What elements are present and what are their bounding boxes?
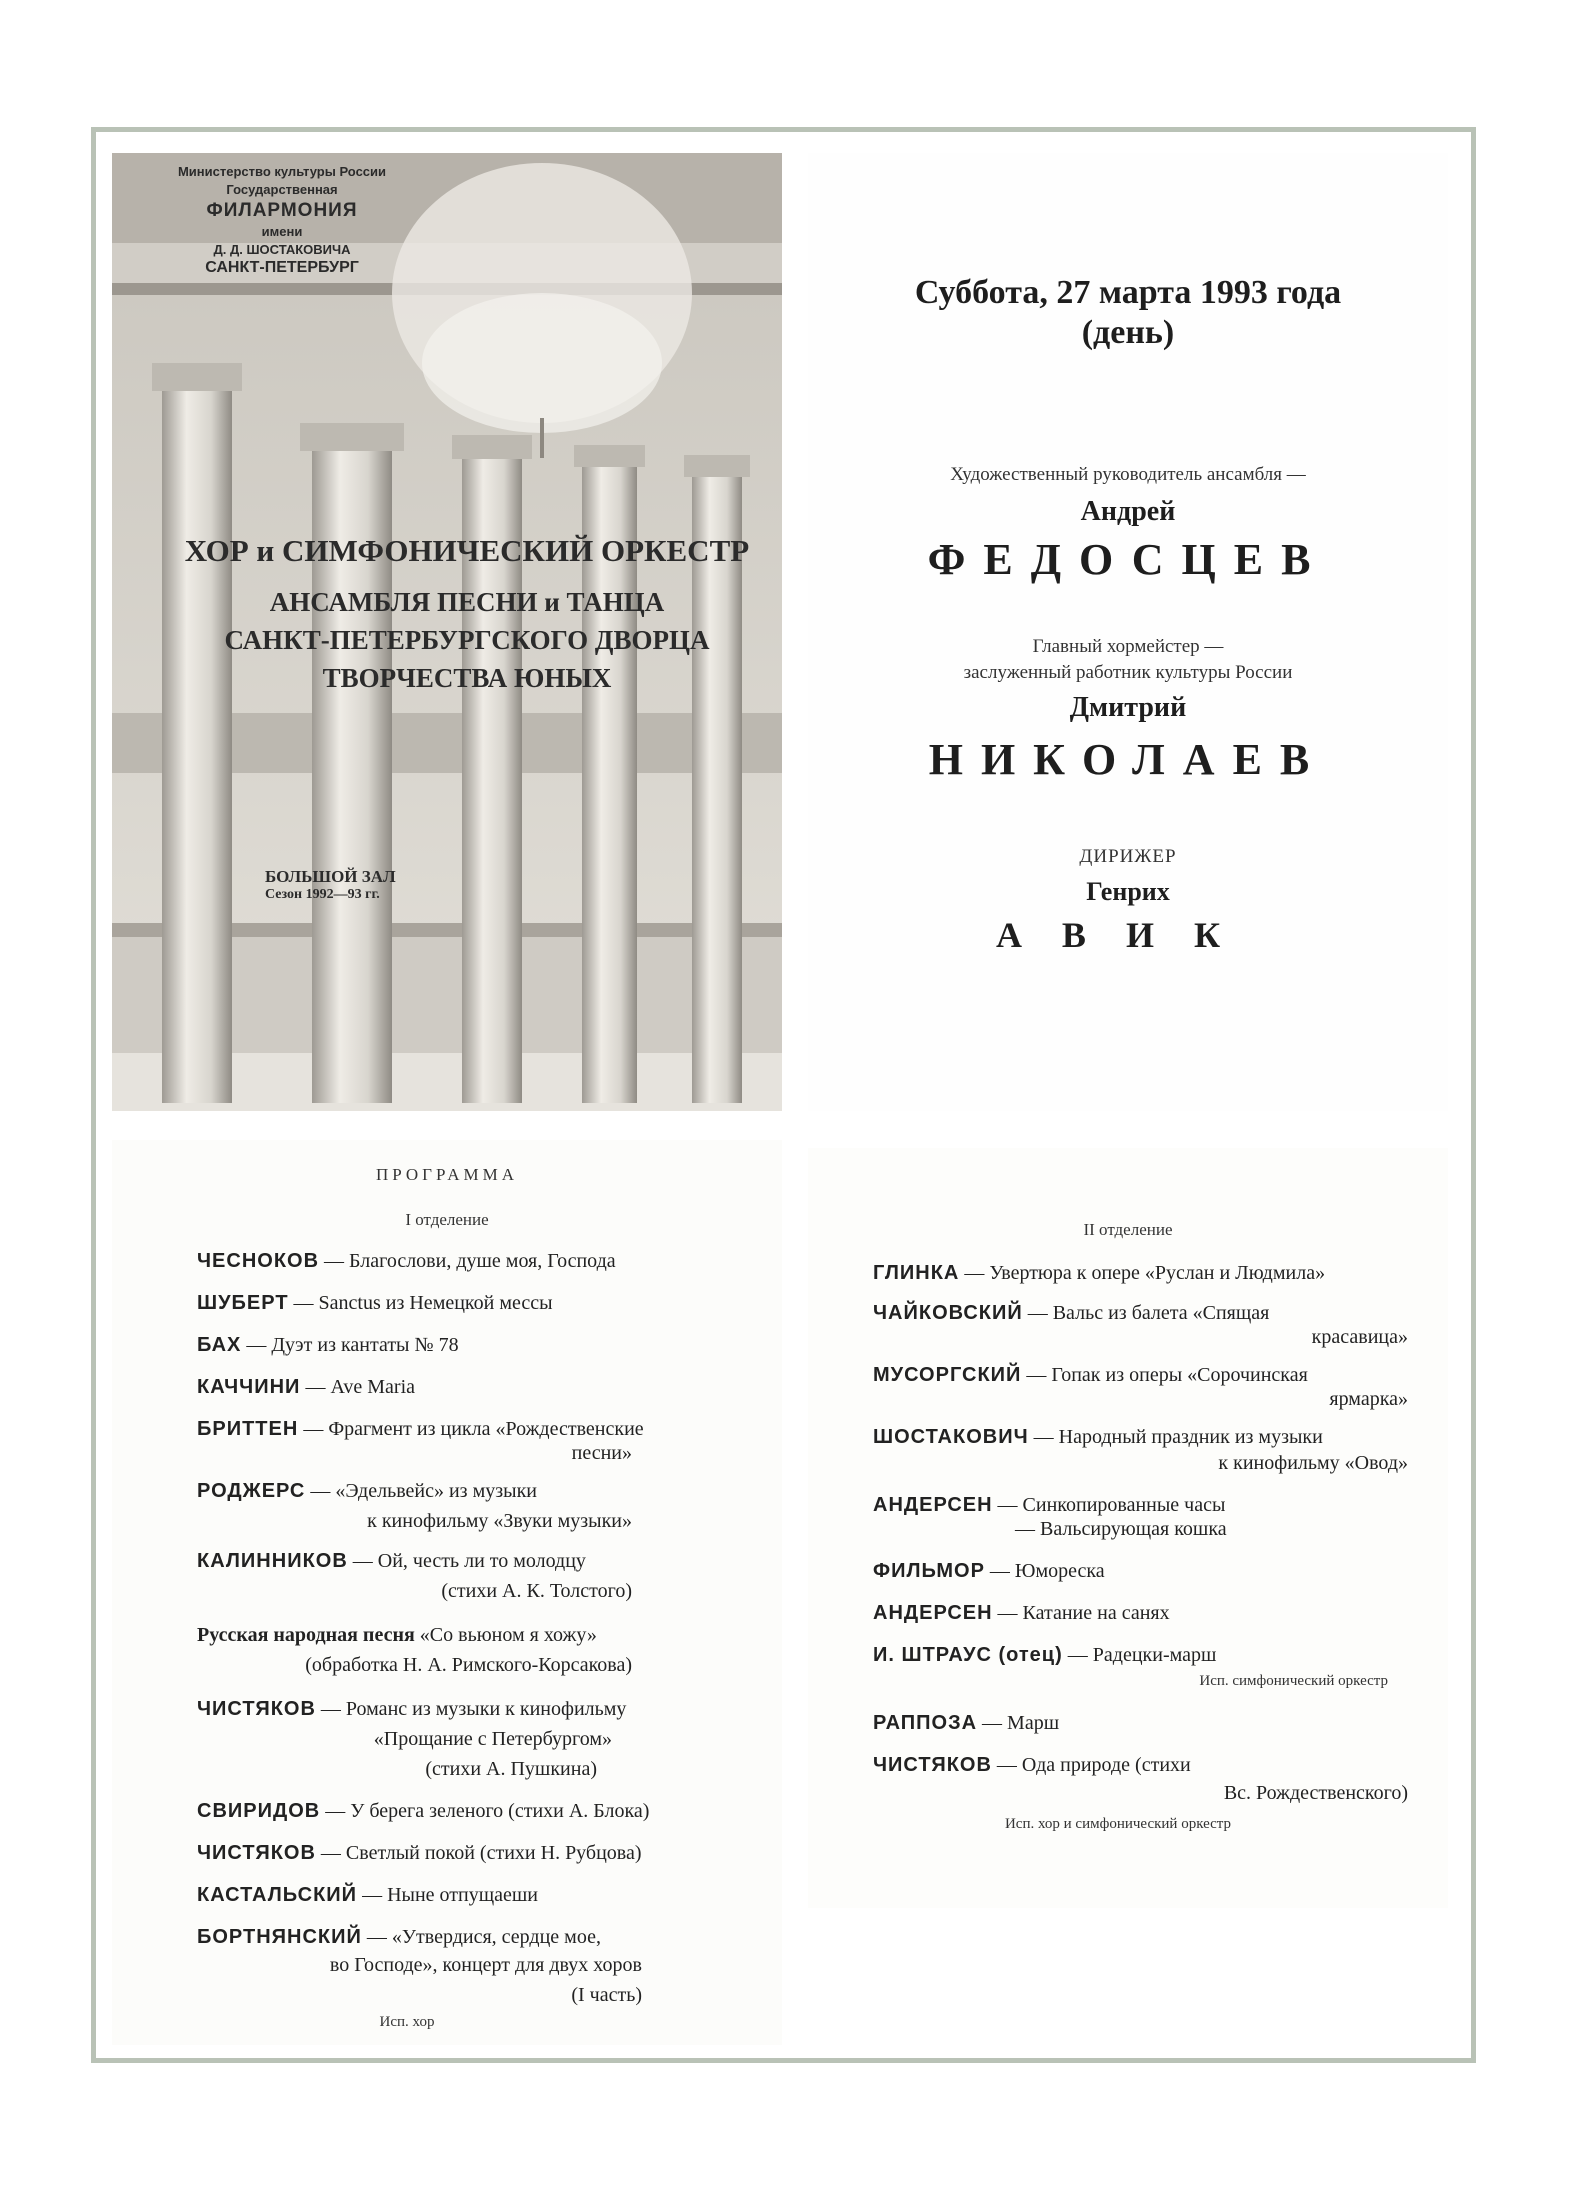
- program-item-continuation: (обработка Н. А. Римского-Корсакова): [305, 1654, 632, 1676]
- program-item-continuation: Исп. симфонический оркестр: [1199, 1673, 1388, 1689]
- cover-city: САНКТ-ПЕТЕРБУРГ: [205, 259, 359, 276]
- cover-title-line1: ХОР и СИМФОНИЧЕСКИЙ ОРКЕСТР: [184, 533, 750, 568]
- cover-ministry: Министерство культуры России: [177, 164, 387, 179]
- program-item: И. ШТРАУС (отец) — Радецки-марш: [873, 1644, 1217, 1666]
- part1-performers: Исп. хор: [379, 2014, 435, 2030]
- program-item: СВИРИДОВ — У берега зеленого (стихи А. Блока): [197, 1800, 650, 1822]
- program-item-continuation: красавица»: [1311, 1326, 1408, 1348]
- program-cover-photo: [112, 153, 782, 1111]
- program-item: ФИЛЬМОР — Юмореска: [873, 1560, 1105, 1582]
- program-item-continuation: (стихи А. Пушкина): [425, 1758, 597, 1780]
- program-part2-page: [808, 1148, 1448, 1908]
- program-item: РОДЖЕРС — «Эдельвейс» из музыки: [197, 1480, 537, 1502]
- program-item-continuation: к кинофильму «Звуки музыки»: [367, 1510, 632, 1532]
- choirmaster-title: заслуженный работник культуры России: [963, 662, 1293, 683]
- cover-title-line2: АНСАМБЛЯ ПЕСНИ и ТАНЦА: [269, 587, 665, 617]
- concert-time-note: (день): [1081, 314, 1175, 351]
- part2-performers: Исп. хор и симфонический оркестр: [1004, 1816, 1232, 1832]
- choirmaster-first-name: Дмитрий: [1069, 692, 1187, 723]
- cover-shostakovich: Д. Д. ШОСТАКОВИЧА: [213, 242, 351, 257]
- program-item: ЧИСТЯКОВ — Ода природе (стихи: [873, 1754, 1191, 1776]
- program-item-continuation: «Прощание с Петербургом»: [373, 1728, 612, 1750]
- program-item: БАХ — Дуэт из кантаты № 78: [197, 1334, 459, 1356]
- program-item: ШОСТАКОВИЧ — Народный праздник из музыки: [873, 1426, 1323, 1448]
- program-item: ШУБЕРТ — Sanctus из Немецкой мессы: [197, 1292, 553, 1314]
- conductor-role: ДИРИЖЕР: [1079, 846, 1177, 867]
- choirmaster-last-name: НИКОЛАЕВ: [928, 735, 1328, 784]
- program-item-continuation: Вс. Рождественского): [1223, 1782, 1408, 1804]
- cover-state: Государственная: [226, 182, 338, 197]
- cover-philharmonic: ФИЛАРМОНИЯ: [206, 200, 358, 221]
- program-item-continuation: к кинофильму «Овод»: [1218, 1452, 1408, 1474]
- cover-title-line3: САНКТ-ПЕТЕРБУРГСКОГО ДВОРЦА: [224, 625, 710, 655]
- program-heading: ПРОГРАММА: [375, 1165, 519, 1184]
- program-item: ЧЕСНОКОВ — Благослови, душе моя, Господа: [197, 1250, 616, 1272]
- program-item: КАСТАЛЬСКИЙ — Ныне отпущаеши: [197, 1884, 538, 1906]
- program-item: РАППОЗА — Марш: [873, 1712, 1060, 1734]
- program-item-continuation: ярмарка»: [1329, 1388, 1408, 1410]
- part2-heading: II отделение: [1083, 1220, 1173, 1239]
- director-role: Художественный руководитель ансамбля —: [950, 464, 1306, 485]
- program-item: АНДЕРСЕН — Синкопированные часы: [873, 1494, 1226, 1516]
- program-item: ГЛИНКА — Увертюра к опере «Руслан и Людмила»: [873, 1262, 1326, 1284]
- program-item-continuation: во Господе», концерт для двух хоров: [329, 1954, 642, 1976]
- director-last-name: ФЕДОСЦЕВ: [927, 535, 1329, 584]
- program-item-continuation: (стихи А. К. Толстого): [441, 1580, 632, 1602]
- cover-hall: БОЛЬШОЙ ЗАЛ: [265, 867, 396, 886]
- concert-date: Суббота, 27 марта 1993 года: [914, 274, 1342, 311]
- program-item: ЧИСТЯКОВ — Романс из музыки к кинофильму: [197, 1698, 627, 1720]
- program-item: КАЛИННИКОВ — Ой, честь ли то молодцу: [197, 1550, 586, 1572]
- cover-title-line4: ТВОРЧЕСТВА ЮНЫХ: [322, 663, 612, 693]
- part1-heading: I отделение: [405, 1210, 489, 1229]
- program-item: ЧИСТЯКОВ — Светлый покой (стихи Н. Рубцова): [197, 1842, 642, 1864]
- program-item: ЧАЙКОВСКИЙ — Вальс из балета «Спящая: [873, 1302, 1270, 1324]
- program-item: МУСОРГСКИЙ — Гопак из оперы «Сорочинская: [873, 1364, 1308, 1386]
- conductor-first-name: Генрих: [1086, 877, 1170, 906]
- program-item-continuation: — Вальсирующая кошка: [1015, 1518, 1227, 1540]
- program-item-continuation: песни»: [571, 1442, 632, 1464]
- cover-named-after: имени: [261, 224, 303, 239]
- program-item: БОРТНЯНСКИЙ — «Утвердися, сердце мое,: [197, 1926, 601, 1948]
- conductor-last-name: АВИК: [995, 915, 1261, 955]
- program-item: КАЧЧИНИ — Ave Maria: [197, 1376, 416, 1398]
- director-first-name: Андрей: [1080, 496, 1176, 527]
- program-item: БРИТТЕН — Фрагмент из цикла «Рождественские: [197, 1418, 644, 1440]
- cover-season: Сезон 1992—93 гг.: [265, 887, 380, 902]
- program-item: АНДЕРСЕН — Катание на санях: [873, 1602, 1170, 1624]
- program-item: Русская народная песня «Со вьюном я хожу»: [197, 1624, 597, 1646]
- choirmaster-role: Главный хормейстер —: [1032, 636, 1224, 657]
- program-part1-page: [112, 1140, 782, 2045]
- program-item-continuation: (I часть): [571, 1984, 642, 2006]
- concert-info-page: [808, 153, 1448, 1111]
